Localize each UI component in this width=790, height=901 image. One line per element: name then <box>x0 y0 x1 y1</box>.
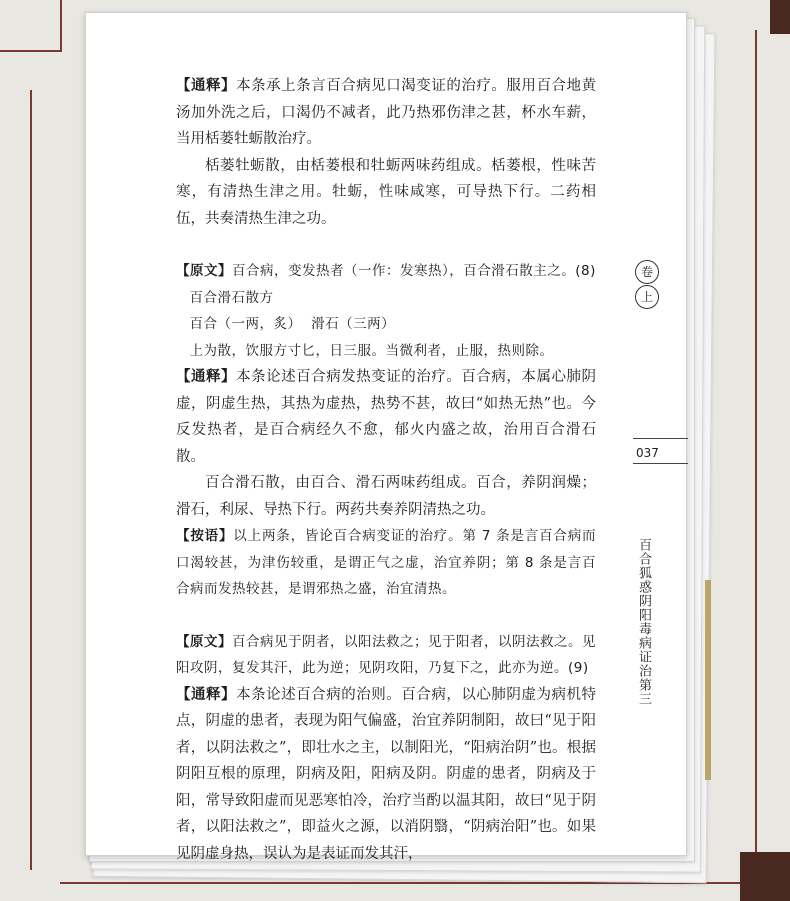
chapter-title-vertical: 百合狐惑阴阳毒病证治第三 <box>636 538 651 706</box>
frame-line-right <box>755 30 757 870</box>
formula-ingredients: 百合（一两，炙） 滑石（三两） <box>189 316 396 332</box>
page-number-rule-top <box>633 438 688 439</box>
paragraph-tongshi-2: 【通释】本条论述百合病发热变证的治疗。百合病，本属心肺阴虚，阴虚生热，其热为虚热，热势不甚，故曰“如热无热”也。今反发热者，是百合病经久不愈，郁火内盛之故，治用百合滑石散。 <box>176 368 597 465</box>
paragraph-anyu: 【按语】以上两条，皆论百合病变证的治疗。第 7 条是言百合病而口渴较甚，为津伤较重，是谓正气之虚，治宜养阴；第 8 条是言百合病而发热较甚，是谓邪热之盛，治宜清热。 <box>176 528 597 597</box>
volume-badge-1: 卷 <box>635 260 659 284</box>
formula-name: 百合滑石散方 <box>189 289 274 306</box>
paragraph-tongshi-1: 【通释】本条承上条言百合病见口渴变证的治疗。服用百合地黄汤加外洗之后，口渴仍不减者，此乃热邪伤津之甚，杯水车薪，当用栝蒌牡蛎散治疗。 <box>176 77 597 147</box>
formula-usage: 上为散，饮服方寸匕，日三服。当微利者，止服，热则除。 <box>189 342 554 359</box>
corner-bar-top-right <box>770 0 790 34</box>
paragraph-yuanwen-9: 【原文】百合病见于阴者，以阳法救之；见于阳者，以阴法救之。见阳攻阴，复发其汗，此为逆；见阴攻阳，乃复下之，此亦为逆。(9) <box>176 633 596 676</box>
section-gap-2 <box>176 603 596 629</box>
section-gap <box>176 232 596 258</box>
yellow-edge <box>705 580 711 780</box>
page-number: 037 <box>636 446 659 460</box>
book-page <box>85 12 687 862</box>
page-number-rule-bottom <box>633 463 688 464</box>
paragraph-formula-explanation-2: 百合滑石散，由百合、滑石两味药组成。百合，养阴润燥；滑石，利尿、导热下行。两药共奏养阴清热之功。 <box>176 475 596 518</box>
volume-badge-2: 上 <box>635 285 659 309</box>
frame-line-left-long <box>30 90 32 870</box>
paragraph-yuanwen-8: 【原文】百合病，变发热者（一作：发寒热），百合滑石散主之。(8) <box>176 263 596 279</box>
page-text-column <box>176 73 596 867</box>
paragraph-tongshi-3: 【通释】本条论述百合病的治则。百合病，以心肺阴虚为病机特点，阴虚的患者，表现为阳气偏盛，治宜养阴制阳，故曰“见于阳者，以阴法救之”，即壮水之主，以制阳光，“阳病治阴”也。根据阴阳互根的原理，阴病及阳，阳病及阴。阴虚的患者，阴病及于阳，常导致阳虚而见恶寒怕冷，治疗当酌以温其阳，故曰“见于阴者，以阳法救之”，即益火之源，以消阴翳，“阴病治阳”也。如果见阴虚身热，误认为是表证而发其汗， <box>176 685 597 862</box>
paragraph-formula-explanation-1: 栝蒌牡蛎散，由栝蒌根和牡蛎两味药组成。栝蒌根，性味苦寒，有清热生津之用。牡蛎，性味咸寒，可导热下行。二药相伍，共奏清热生津之功。 <box>176 157 596 227</box>
frame-line-left <box>60 0 62 52</box>
corner-bar-bottom-right <box>740 852 790 901</box>
frame-line-top-left <box>0 50 62 52</box>
